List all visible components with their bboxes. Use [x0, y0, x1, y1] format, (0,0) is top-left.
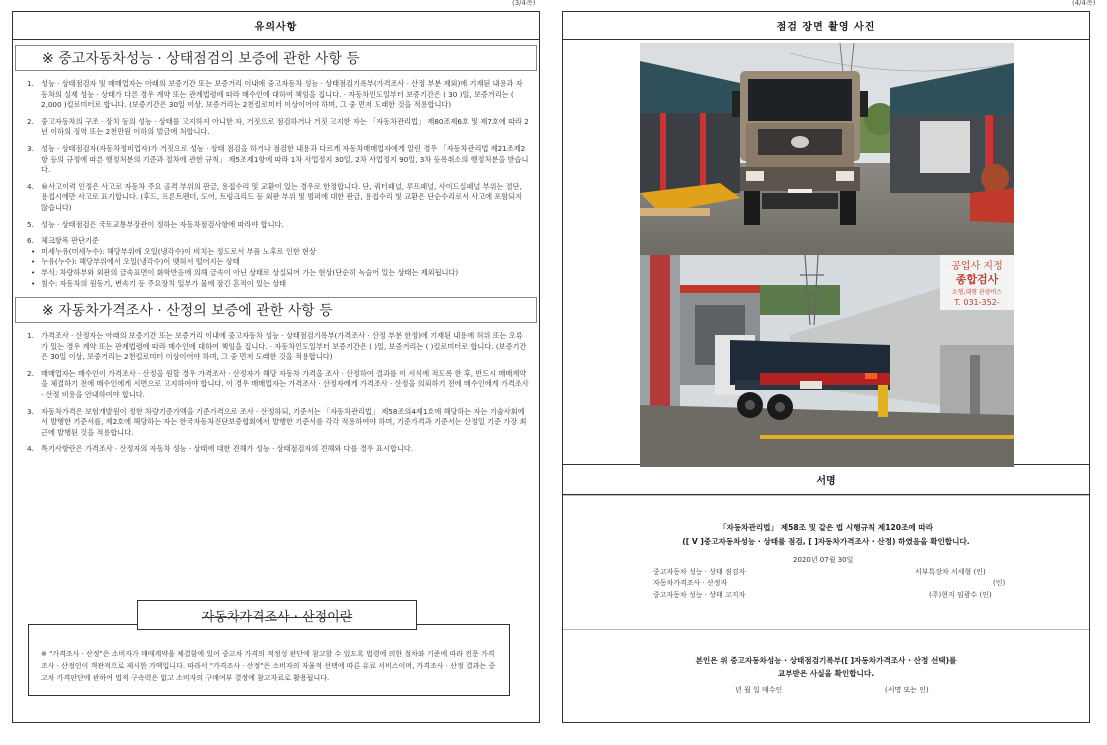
signer-name: (주)현지 임광수 (인): [929, 591, 992, 599]
section2-item-2: 2. 매매업자는 매수인이 가격조사 · 산정을 원할 경우 가격조사 · 산정자가 해당 자동차 가격을 조사 · 산정하여 결과를 이 서식에 적도록 한 후, 반드시 매매계약을 체결하기 전에 매수인에게 서면으로 고지하여야 합니다. 이 경우 매매업자는 가격조사 · 산정자에게 가격조사 · 산정을 의뢰하기 전에 매수인에게 가격조사 · 산정 비용을 안내하여야 합니다.: [27, 368, 529, 400]
statement-line-2: ([ V ]중고자동차성능 · 상태를 점검, [ ]자동차가격조사 · 산정) 하였음을 확인합니다.: [682, 537, 970, 546]
inspection-photo-rear: [640, 255, 1014, 467]
section2-item-4: 4. 특기사항란은 가격조사 · 산정자의 자동차 성능 · 상태에 대한 견해가 성능 · 상태점검자의 견해와 다를 경우 표시합니다.: [27, 444, 414, 454]
section2-items: [13, 323, 539, 455]
sign-line-4: T. 031-352-: [954, 298, 1000, 307]
signer-role: 자동차가격조사 · 산정자: [653, 579, 728, 587]
receipt-line-2: 교부받은 사실을 확인합니다.: [777, 669, 875, 678]
signature-header: 서명: [563, 465, 1089, 495]
signer-name: (인): [993, 579, 1006, 587]
section1-item-6: 6. 체크항목 판단기준: [27, 236, 99, 246]
photo-area: [563, 40, 1089, 465]
receipt-line-1: 본인은 위 중고자동차성능 · 상태점검기록부([ ]자동차가격조사 · 산정 선택)를: [695, 656, 957, 665]
definition-text: ※ "가격조사 · 산정"은 소비자가 매매계약을 체결함에 있어 중고차 가격의 적정성 판단에 참고할 수 있도록 법령에 의한 절차와 기준에 따라 전문 가격조사 · 산정인이 객관적으로 제시한 가액입니다. 따라서 "가격조사 · 산정"은 소비자의 자율적 선택에 따른 유료 서비스이며, 가격조사 · 산정 결과는 중고차 가격판단에 관하여 법적 구속력은 없고 소비자의 구매여부 결정에 참고자료로 활용됩니다.: [41, 650, 496, 682]
receipt-signature: (서명 또는 인): [885, 686, 929, 694]
signature-section: [563, 495, 1089, 745]
section1-item-4: 4. ®사고이력 인정은 사고로 자동차 주요 골격 부위의 판금, 용접수리 및 교환이 있는 경우로 한정합니다. 단, 쿼터패널, 루프패널, 사이드실패널 부위는 절단, 용접시에만 사고로 표기합니다. (후드, 프론트펜더, 도어, 트렁크리드 등 외판 부위 및 범퍼에 대한 판금, 용접수리 및 교환은 단순수리로서 사고에 포함되지 않습니다): [27, 181, 523, 212]
section2-title: ※ 자동차가격조사 · 산정의 보증에 관한 사항 등: [15, 297, 537, 323]
section1-item-1: 1. 성능 · 상태점검자 및 매매업자는 아래의 보증기간 또는 보증거리 이내에 중고자동차 성능 · 상태점검기록부(가격조사 · 산정 부분 제외)에 기재된 내용과 자동차의 실제 성능 · 상태가 다른 경우 계약 또는 관계법령에 따라 매수인에 대하여 책임을 집니다. · 자동차인도일부터 보증기간은 ( 30 )일, 보증거리는 ( 2,000 )킬로미터로 합니다. (보증기간은 30일 이상, 보증거리는 2천킬로미터 이상이어야 하며, 그 중 먼저 도래한 것을 적용합니다): [27, 79, 523, 110]
statement-line-1: 「자동차관리법」 제58조 및 같은 법 시행규칙 제120조에 따라: [718, 523, 934, 532]
sign-line-3: 소형,대형 관광버스: [951, 289, 1003, 296]
criteria-item: • 미세누유(미세누수): 해당부위에 오일(냉각수)이 비치는 정도로서 부품 노후로 인한 현상: [31, 246, 316, 256]
criteria-item: • 누유(누수): 해당부위에서 오일(냉각수)이 맺혀서 떨어지는 상태: [31, 257, 240, 267]
section1-item-3: 3. 성능 · 상태점검자(자동차정비업자)가 거짓으로 성능 · 상태 점검을 하거나 점검한 내용과 다르게 자동차매매업자에게 알린 경우 「자동차관리법 제21조제2항 등의 규정에 따른 행정처분의 기준과 절차에 관한 규칙」 제5조제1항에 따라 1차 사업정지 30일, 2차 사업정지 90일, 3차 등록취소의 행정처분을 받습니다.: [27, 143, 529, 175]
left-page-number: (3/4쪽): [512, 0, 536, 7]
section1-item-2: 2. 중고자동차의 구조 · 장치 등의 성능 · 상태를 고지하지 아니한 자, 거짓으로 점검하거나 거짓 고지한 자는 「자동차관리법」 제80조제6호 및 제7호에 따라 2년 이하의 징역 또는 2천만원 이하의 벌금에 처합니다.: [27, 116, 529, 137]
photo-signature-page: [562, 11, 1090, 723]
photo-header: 점검 장면 촬영 사진: [563, 12, 1089, 40]
signer-role: 중고자동차 성능 · 상태 고지자: [653, 591, 746, 599]
receipt-date: 년 월 일 매수인: [735, 686, 783, 694]
notice-header: 유의사항: [13, 12, 539, 40]
sign-line-1: 공업사 지정: [951, 261, 1003, 272]
definition-title: 자동차가격조사 · 산정이란: [137, 600, 417, 630]
criteria-item: • 침수: 자동차의 원동기, 변속기 등 주요장치 일부가 물에 잠긴 흔적이 있는 상태: [31, 278, 287, 288]
definition-box: [28, 624, 510, 696]
criteria-item: • 부식: 차량하부와 외판의 금속표면이 화학반응에 의해 금속이 아닌 상태로 상실되어 가는 현상(단순히 녹슬어 있는 상태는 제외됩니다): [31, 267, 459, 277]
signer-name: 서부특장차 서세형 (인): [915, 568, 986, 576]
signature-date: 2020년 07월 30일: [793, 556, 854, 564]
section1-item-5: 5. 성능 · 상태점검은 국토교통부장관이 정하는 자동차점검사항에 따라야 합니다.: [27, 219, 284, 229]
signer-role: 중고자동차 성능 · 상태 점검자: [653, 568, 746, 576]
sign-line-2: 종합검사: [955, 273, 999, 286]
inspection-photo-front: [640, 43, 1014, 255]
section1-title: ※ 중고자동차성능 · 상태점검의 보증에 관한 사항 등: [15, 45, 537, 71]
section2-item-1: 1. 가격조사 · 산정자는 아래의 보증기간 또는 보증거리 이내에 중고자동차 성능 · 상태점검기록부(가격조사 · 산정 부분 한정)에 기재된 내용에 허위 또는 오류가 있는 경우 계약 또는 관계법령에 따라 매수인에 대하여 책임을 집니다. · 자동차인도일부터 보증기간은 ( )일, 보증거리는 ( )킬로미터로 합니다. (보증기간은 30일 이상, 보증거리는 2천킬로미터 이상이어야 하며, 그 중 먼저 도래한 것을 적용합니다): [27, 331, 527, 362]
right-page-number: (4/4쪽): [1072, 0, 1096, 7]
section2-item-3: 3. 자동차가격은 보험개발원이 정한 차량기준가액을 기준가격으로 조사 · 산정하되, 기준서는 「자동차관리법」 제58조의4제1호에 해당하는 자는 기술사회에서 발행한 기준서를, 제2호에 해당하는 자는 한국자동차진단보증협회에서 발행한 기준서를 각각 적용하여야 하며, 기준가격과 기준서는 산정일 기준 가장 최근에 발행된 것을 적용합니다.: [27, 406, 527, 437]
section1-items: [13, 71, 539, 289]
